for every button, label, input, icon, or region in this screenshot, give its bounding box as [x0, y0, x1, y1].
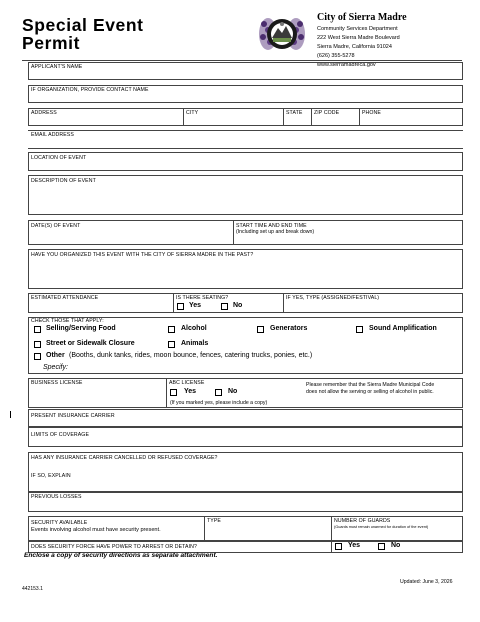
margin-mark [10, 411, 11, 418]
alcohol-notice-line1: Please remember that the Sierra Madre Municipal Code [306, 382, 435, 388]
generators-checkbox[interactable] [257, 326, 264, 333]
arrest-yes-checkbox[interactable] [335, 543, 342, 550]
form-number: 442153.1 [22, 586, 43, 592]
email-label: EMAIL ADDRESS [31, 132, 74, 138]
abc-yes-label: Yes [184, 388, 197, 395]
seating-no-checkbox[interactable] [221, 303, 228, 310]
abc-yes-checkbox[interactable] [170, 389, 177, 396]
dates-field[interactable] [28, 220, 233, 245]
guards-note: (Guards must remain unarmed for duration of the event) [334, 525, 429, 529]
zip-label: ZIP CODE [314, 110, 340, 116]
attendance-label: ESTIMATED ATTENDANCE [31, 295, 99, 301]
sound-amplification-label: Sound Amplification [369, 325, 437, 332]
seating-no-label: No [233, 302, 243, 309]
selling-food-label: Selling/Serving Food [46, 325, 116, 332]
animals-checkbox[interactable] [168, 341, 175, 348]
arrest-yes-label: Yes [348, 542, 361, 549]
divider [311, 108, 312, 126]
enclose-note: Enclose a copy of security directions as separate attachment. [24, 552, 218, 559]
insurance-carrier-label: PRESENT INSURANCE CARRIER [31, 413, 115, 419]
page-title-line2: Permit [22, 33, 81, 53]
alcohol-notice-line2: does not allow the serving or selling of alcohol in public. [306, 389, 434, 395]
other-detail: (Booths, dunk tanks, rides, moon bounce, fences, catering trucks, ponies, etc.) [69, 352, 313, 359]
header-divider [22, 60, 462, 61]
arrest-no-label: No [391, 542, 401, 549]
sound-amplification-checkbox[interactable] [356, 326, 363, 333]
address-label: ADDRESS [31, 110, 57, 116]
address-row [28, 108, 463, 126]
specify-input[interactable] [76, 363, 456, 372]
limits-label: LIMITS OF COVERAGE [31, 432, 90, 438]
security-label: SECURITY AVAILABLE [31, 520, 88, 526]
location-field[interactable] [28, 152, 463, 171]
business-license-field[interactable] [28, 378, 166, 408]
divider [331, 541, 332, 553]
selling-food-checkbox[interactable] [34, 326, 41, 333]
abc-no-label: No [228, 388, 238, 395]
description-label: DESCRIPTION OF EVENT [31, 178, 96, 184]
divider [173, 293, 174, 313]
phone-label: PHONE [362, 110, 381, 116]
email-field[interactable] [28, 130, 463, 148]
security-note: Events involving alcohol must have security present. [31, 527, 161, 533]
state-label: STATE [286, 110, 303, 116]
arrest-label: DOES SECURITY FORCE HAVE POWER TO ARREST OR DETAIN? [31, 544, 197, 550]
guards-field[interactable] [331, 516, 463, 541]
start-end-field[interactable] [233, 220, 463, 245]
explain-field[interactable] [28, 470, 463, 492]
limits-field[interactable] [28, 427, 463, 447]
divider [183, 108, 184, 126]
divider [359, 108, 360, 126]
seating-label: IS THERE SEATING? [176, 295, 229, 301]
applicant-name-field[interactable] [28, 62, 463, 80]
previous-losses-label: PREVIOUS LOSSES [31, 494, 82, 500]
divider [283, 293, 284, 313]
cancelled-label: HAS ANY INSURANCE CARRIER CANCELLED OR REFUSED COVERAGE? [31, 455, 218, 461]
street-closure-checkbox[interactable] [34, 341, 41, 348]
updated-date: Updated: June 3, 2026 [400, 579, 453, 585]
other-label: Other [46, 352, 65, 359]
city-label: CITY [186, 110, 199, 116]
arrest-no-checkbox[interactable] [378, 543, 385, 550]
seating-type-label: IF YES, TYPE (ASSIGNED/FESTIVAL) [286, 295, 380, 301]
specify-label: Specify: [43, 364, 68, 371]
alcohol-checkbox[interactable] [168, 326, 175, 333]
seating-yes-checkbox[interactable] [177, 303, 184, 310]
seating-yes-label: Yes [189, 302, 202, 309]
business-license-label: BUSINESS LICENSE [31, 380, 83, 386]
abc-license-label: ABC LICENSE [169, 380, 205, 386]
start-end-label: START TIME AND END TIME [236, 223, 307, 229]
previous-losses-field[interactable] [28, 492, 463, 512]
street-closure-label: Street or Sidewalk Closure [46, 340, 135, 347]
alcohol-label: Alcohol [181, 325, 207, 332]
org-name: City of Sierra Madre [317, 12, 407, 23]
guards-label: NUMBER OF GUARDS [334, 518, 391, 524]
org-address: 222 West Sierra Madre Boulevard [317, 35, 400, 41]
city-seal-logo [258, 12, 306, 56]
start-end-note: (Including set up and break down) [236, 229, 315, 235]
org-dept: Community Services Department [317, 26, 398, 32]
org-phone: (626) 355-5278 [317, 53, 355, 59]
check-apply-label: CHECK THOSE THAT APPLY: [31, 318, 104, 324]
explain-label: IF SO, EXPLAIN [31, 473, 71, 479]
location-label: LOCATION OF EVENT [31, 155, 87, 161]
dates-label: DATE(S) OF EVENT [31, 223, 81, 229]
security-type-field[interactable] [204, 516, 331, 541]
divider [166, 378, 167, 408]
abc-note: (If you marked yes, please include a copy) [170, 400, 268, 406]
applicant-name-label: APPLICANT'S NAME [31, 64, 83, 70]
generators-label: Generators [270, 325, 308, 332]
organized-before-label: HAVE YOU ORGANIZED THIS EVENT WITH THE CITY OF SIERRA MADRE IN THE PAST? [31, 252, 254, 258]
animals-label: Animals [181, 340, 209, 347]
org-contact-label: IF ORGANIZATION, PROVIDE CONTACT NAME [31, 87, 149, 93]
cancelled-field[interactable] [28, 452, 463, 470]
org-city-state: Sierra Madre, California 91024 [317, 44, 392, 50]
other-checkbox[interactable] [34, 353, 41, 360]
divider [283, 108, 284, 126]
org-website[interactable]: www.sierramadreca.gov [317, 62, 376, 68]
abc-no-checkbox[interactable] [215, 389, 222, 396]
type-label: TYPE [207, 518, 221, 524]
page-title-line1: Special Event [22, 15, 144, 35]
email-bottom-line [28, 148, 463, 149]
